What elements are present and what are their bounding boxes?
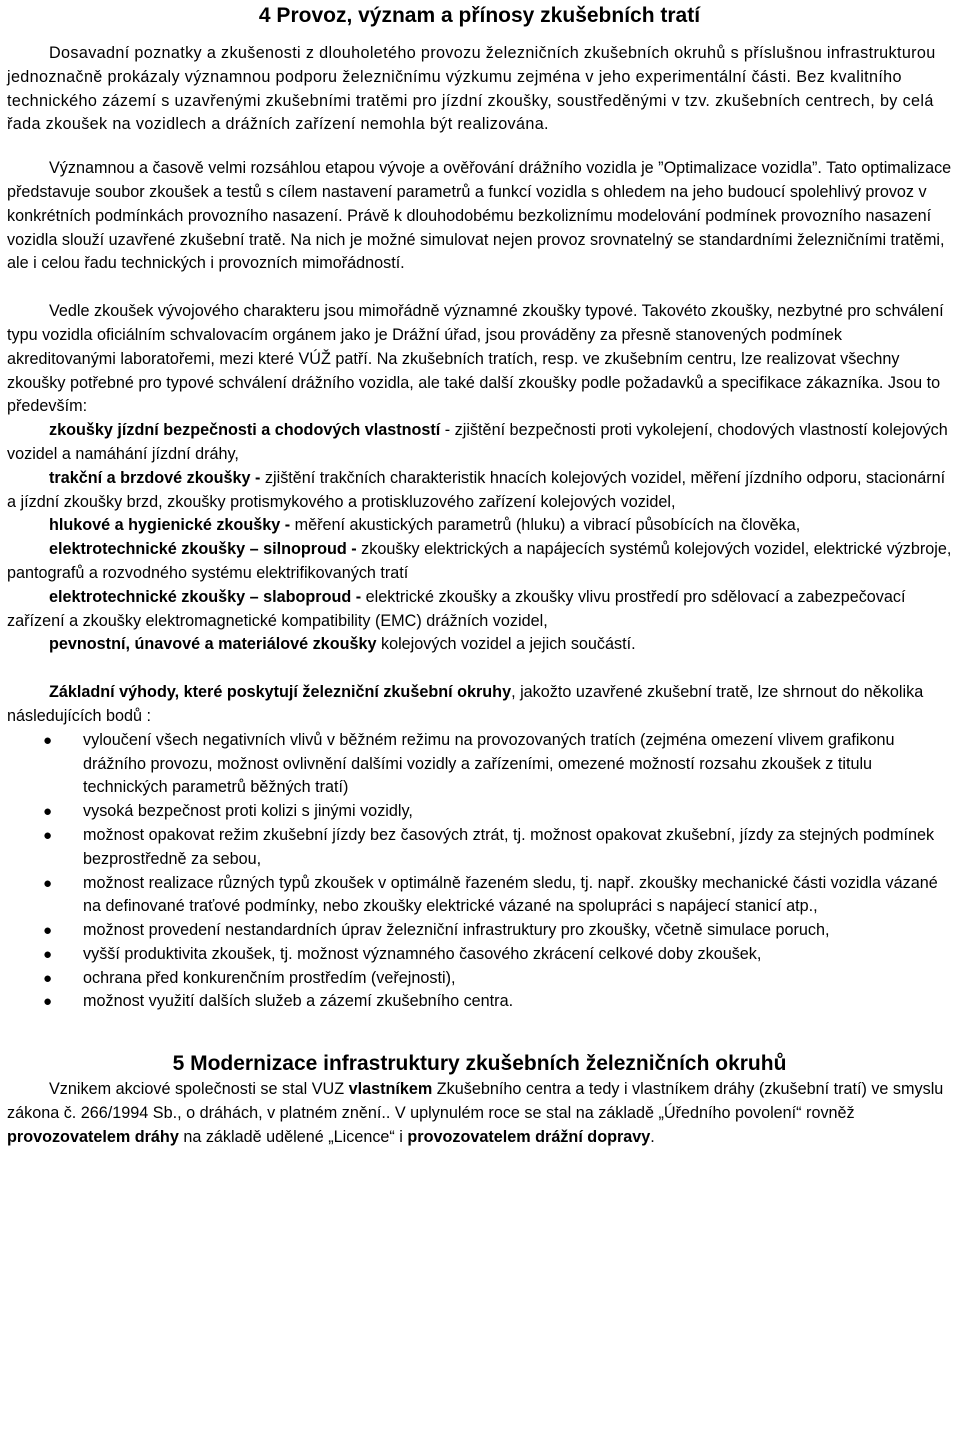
test-category-title: elektrotechnické zkoušky – silnoproud - — [49, 540, 357, 559]
text-run: Zkušebního centra a tedy i vlastníkem dráhy (zkušební tratí) ve smyslu zákona č. 266/1994 Sb., o dráhách, v platném znění.. V uplynulém roce se stal na základě „Úředního povolení“ rovněž — [7, 1080, 944, 1123]
test-category-description: měření akustických parametrů (hluku) a vibrací působících na člověka, — [290, 516, 801, 535]
list-item — [7, 872, 952, 920]
list-item-text: vyšší produktivita zkoušek, tj. možnost významného časového zkrácení celkové doby zkoušek, — [83, 944, 762, 963]
text-run-bold: vlastníkem — [348, 1080, 433, 1099]
section-4-paragraph-1: Dosavadní poznatky a zkušenosti z dlouholetého provozu železničních zkušebních okruhů s příslušnou infrastrukturou jednoznačně prokázaly významnou podporu železničnímu výzkumu zejména v jeho experimentální části. Bez kvalitního technického zázemí s uzavřenými zkušebními tratěmi pro jízdní zkoušky, soustředěnými v tzv. zkušebních centrech, by celá řada zkoušek na vozidlech a drážních zařízení nemohla být realizována. — [7, 44, 936, 134]
list-item — [7, 919, 952, 943]
test-category-title: hlukové a hygienické zkoušky - — [49, 516, 291, 535]
list-item — [7, 967, 952, 991]
bullet-icon: ● — [43, 731, 53, 749]
list-item-text: možnost provedení nestandardních úprav železniční infrastruktury pro zkoušky, včetně simulace poruch, — [83, 921, 830, 940]
test-category-description: zkoušky elektrických a napájecích systémů kolejových vozidel, elektrické výzbroje, pantografů a rozvodného systému elektrifikovaných tratí — [7, 540, 952, 582]
text-run-bold: provozovatelem drážní dopravy — [407, 1127, 651, 1146]
list-item-text: ochrana před konkurenčním prostředím (veřejnosti), — [83, 968, 456, 987]
section-5-heading: 5 Modernizace infrastruktury zkušebních železničních okruhů — [172, 1052, 787, 1076]
test-category-description: elektrické zkoušky a zkoušky vlivu prostředí pro sdělovací a zabezpečovací zařízení a zkoušky elektromagnetické kompatibility (EMC) drážních vozidel, — [7, 587, 906, 630]
advantages-list — [7, 729, 952, 1015]
bullet-icon: ● — [43, 969, 53, 987]
advantages-intro-rest: , jakožto uzavřené zkušební tratě, lze shrnout do několika následujících bodů : — [7, 683, 924, 725]
advantages-intro — [7, 681, 952, 729]
list-item-text: možnost využití dalších služeb a zázemí zkušebního centra. — [83, 992, 514, 1011]
text-run: na základě udělené „Licence“ i — [178, 1127, 408, 1146]
bullet-icon: ● — [43, 874, 53, 892]
text-run: . — [650, 1127, 655, 1146]
list-item-text: vyloučení všech negativních vlivů v běžném režimu na provozovaných tratích (zejména omezení vlivem grafikonu drážního provozu, možnost ovlivnění dalšími vozidly a zařízeními, omezené možností rozsahu zkoušek z titulu technických parametrů běžných tratí) — [83, 730, 895, 797]
test-category-description: zjištění trakčních charakteristik hnacích kolejových vozidel, měření jízdního odporu, stacionární a jízdní zkoušky brzd, zkoušky protismykového a protiskluzového zařízení kolejových vozidel, — [7, 468, 946, 511]
text-run: Vznikem akciové společnosti se stal VUZ — [49, 1080, 349, 1099]
list-item — [7, 990, 952, 1014]
test-category — [7, 633, 952, 657]
list-item — [7, 729, 952, 800]
bullet-icon: ● — [43, 945, 53, 963]
list-item — [7, 943, 952, 967]
test-category-title: pevnostní, únavové a materiálové zkoušky — [49, 635, 377, 654]
bullet-icon: ● — [43, 803, 53, 821]
test-category — [7, 467, 952, 515]
advantages-intro-bold: Základní výhody, které poskytují železniční zkušební okruhy — [49, 683, 512, 702]
bullet-icon: ● — [43, 826, 53, 844]
section-4-paragraph-3: Vedle zkoušek vývojového charakteru jsou mimořádně významné zkoušky typové. Takovéto zkoušky, nezbytné pro schválení typu vozidla oficiálním schvalovacím orgánem jako je Drážní úřad, jsou prováděny za přesně stanovených podmínek akreditovanými laboratořemi, mezi které VÚŽ patří. Na zkušebních tratích, resp. ve zkušebním centru, lze realizovat všechny zkoušky potřebné pro typové schválení drážního vozidla, ale také další zkoušky podle požadavků a specifikace zákazníka. Jsou to především: — [7, 302, 944, 416]
list-item-text: vysoká bezpečnost proti kolizi s jinými vozidly, — [83, 802, 413, 821]
test-category-description: kolejových vozidel a jejich součástí. — [376, 635, 636, 654]
test-category — [7, 538, 952, 586]
section-4-paragraph-2: Významnou a časově velmi rozsáhlou etapou vývoje a ověřování drážního vozidla je ”Optimalizace vozidla”. Tato optimalizace představuje soubor zkoušek a testů s cílem nastavení parametrů a funkcí vozidla s ohledem na jeho budoucí spolehlivý provoz v konkrétních podmínkách provozního nasazení. Právě k dlouhodobému bezkoliznímu modelování podmínek provozního nasazení vozidla slouží uzavřené zkušební tratě. Na nich je možné simulovat nejen provoz srovnatelný se standardními železničními tratěmi, ale i celou řadu technických i provozních mimořádností. — [7, 159, 952, 273]
test-category-description: - zjištění bezpečnosti proti vykolejení, chodových vlastností kolejových vozidel a namáhání jízdní dráhy, — [7, 421, 948, 463]
test-categories — [7, 419, 952, 657]
test-category-title: zkoušky jízdní bezpečnosti a chodových vlastností — [49, 421, 441, 440]
section-5-paragraph-1 — [7, 1078, 952, 1149]
test-category — [7, 514, 952, 538]
test-category-title: elektrotechnické zkoušky – slaboproud - — [49, 587, 362, 606]
bullet-icon: ● — [43, 993, 53, 1011]
test-category-title: trakční a brzdové zkoušky - — [49, 468, 261, 487]
section-4-heading: 4 Provoz, význam a přínosy zkušebních tratí — [258, 4, 701, 27]
list-item-text: možnost realizace různých typů zkoušek v optimálně řazeném sledu, tj. např. zkoušky mechanické části vozidla vázané na definované traťové podmínky, nebo zkoušky elektrické vázané na spolupráci s napájecí stanicí atp., — [83, 873, 938, 916]
test-category — [7, 419, 952, 467]
list-item-text: možnost opakovat režim zkušební jízdy bez časových ztrát, tj. možnost opakovat zkušební, jízdy za stejných podmínek bezprostředně za sebou, — [83, 825, 935, 868]
bullet-icon: ● — [43, 922, 53, 940]
list-item — [7, 824, 952, 872]
list-item — [7, 800, 952, 824]
text-run-bold: provozovatelem dráhy — [7, 1127, 179, 1146]
test-category — [7, 586, 952, 634]
